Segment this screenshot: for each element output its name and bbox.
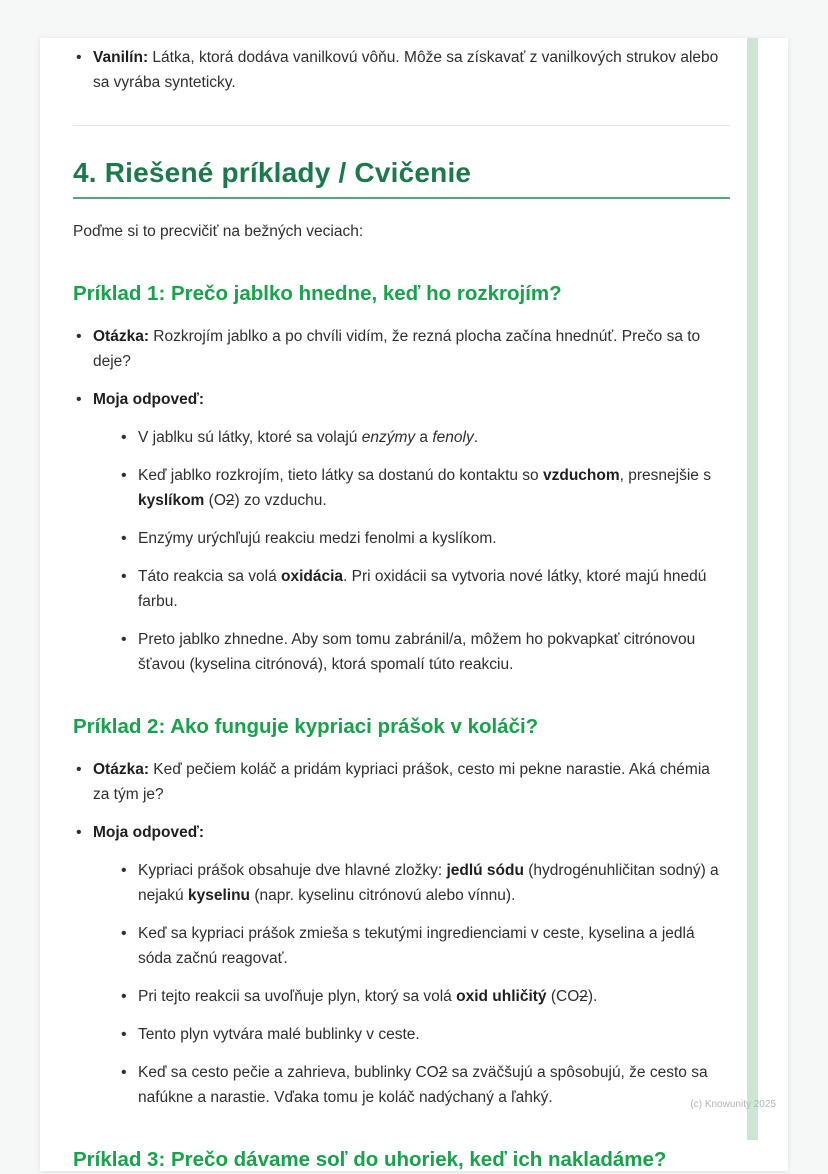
text-segment: Otázka: bbox=[93, 761, 149, 778]
text-segment: Tento plyn vytvára malé bublinky v ceste. bbox=[138, 1026, 420, 1043]
list-item bbox=[73, 387, 730, 677]
example-heading: Príklad 1: Prečo jablko hnedne, keď ho rozkrojím? bbox=[73, 282, 562, 305]
text-segment: Vanilín: bbox=[93, 49, 149, 66]
examples-container bbox=[73, 280, 730, 1174]
bullet-list bbox=[73, 324, 730, 677]
text-segment: kyslíkom bbox=[138, 492, 205, 509]
text-segment: 2 bbox=[438, 1064, 448, 1081]
text-segment: vzduchom bbox=[542, 467, 620, 484]
footer-credit: (c) Knowunity 2025 bbox=[690, 1099, 776, 1110]
list-item-text bbox=[138, 925, 695, 967]
text-segment: enzýmy bbox=[361, 429, 416, 446]
list-item bbox=[118, 984, 730, 1009]
list-item bbox=[118, 921, 730, 971]
list-item-text bbox=[138, 1064, 708, 1106]
text-segment: V jablku sú látky, ktoré sa volajú bbox=[138, 429, 362, 446]
text-segment: . Pri oxidácii sa vytvoria nové látky, ktoré majú hnedú farbu. bbox=[138, 568, 707, 610]
list-item bbox=[118, 627, 730, 677]
text-segment: jedlú sódu bbox=[446, 862, 524, 879]
list-item-text bbox=[138, 631, 695, 673]
text-segment: ) zo vzduchu. bbox=[234, 492, 327, 509]
text-segment: ). bbox=[587, 988, 598, 1005]
page-content bbox=[40, 38, 788, 1174]
list-item bbox=[118, 526, 730, 551]
text-segment: Látka, ktorá dodáva vanilkovú vôňu. Môže sa získavať z vanilkových strukov alebo sa vyrába synteticky. bbox=[93, 49, 719, 91]
list-item bbox=[118, 1022, 730, 1047]
text-segment: Enzýmy urýchľujú reakciu medzi fenolmi a kyslíkom. bbox=[138, 530, 497, 547]
list-item bbox=[118, 858, 730, 908]
list-item-text bbox=[93, 391, 204, 408]
list-item-text bbox=[93, 328, 700, 370]
list-item-text bbox=[93, 761, 710, 803]
list-item bbox=[118, 463, 730, 513]
text-segment: Moja odpoveď: bbox=[93, 391, 205, 408]
top-bullet-list bbox=[73, 45, 730, 95]
list-item bbox=[118, 1060, 730, 1110]
text-segment: 2 bbox=[579, 988, 588, 1005]
text-segment: (napr. kyselinu citrónovú alebo vínnu). bbox=[250, 887, 516, 904]
bullet-list bbox=[73, 757, 730, 1110]
list-item bbox=[73, 45, 730, 95]
text-segment: Keď pečiem koláč a pridám kypriaci prášok, cesto mi pekne narastie. Aká chémia za tým je? bbox=[93, 761, 710, 803]
text-segment: Keď jablko rozkrojím, tieto látky sa dostanú do kontaktu so bbox=[138, 467, 543, 484]
list-item-text bbox=[138, 988, 597, 1005]
list-item bbox=[73, 820, 730, 1110]
text-segment: oxidácia bbox=[281, 568, 344, 585]
example-heading: Príklad 2: Ako funguje kypriaci prášok v koláči? bbox=[73, 715, 539, 738]
text-segment: Otázka: bbox=[93, 328, 149, 345]
text-segment: kyselinu bbox=[187, 887, 251, 904]
list-item-text bbox=[93, 49, 718, 91]
text-segment: fenoly bbox=[432, 429, 474, 446]
text-segment: Keď sa cesto pečie a zahrieva, bublinky CO bbox=[138, 1064, 439, 1081]
section-title: 4. Riešené príklady / Cvičenie bbox=[73, 160, 730, 199]
text-segment: oxid uhličitý bbox=[456, 988, 547, 1005]
text-segment: , presnejšie s bbox=[619, 467, 711, 484]
text-segment: (hydrogénuhličitan sodný) a nejakú bbox=[138, 862, 719, 904]
example-heading: Príklad 3: Prečo dávame soľ do uhoriek, keď ich nakladáme? bbox=[73, 1148, 667, 1171]
nested-bullet-list bbox=[118, 858, 730, 1110]
text-segment: a bbox=[415, 429, 433, 446]
text-segment: Keď sa kypriaci prášok zmieša s tekutými ingredienciami v ceste, kyselina a jedlá sóda začnú reagovať. bbox=[138, 925, 695, 967]
text-segment: sa zväčšujú a spôsobujú, že cesto sa nafúkne a narastie. Vďaka tomu je koláč nadýchaný a ľahký. bbox=[138, 1064, 708, 1106]
text-segment: Preto jablko zhnedne. Aby som tomu zabránil/a, môžem ho pokvapkať citrónovou šťavou (kyselina citrónová), ktorá spomalí túto reakciu. bbox=[138, 631, 696, 673]
text-segment: (CO bbox=[546, 988, 580, 1005]
list-item-text bbox=[138, 530, 497, 547]
list-item bbox=[73, 324, 730, 374]
text-segment: 2 bbox=[225, 492, 235, 509]
list-item-text bbox=[138, 862, 719, 904]
text-segment: (O bbox=[204, 492, 226, 509]
list-item bbox=[118, 425, 730, 450]
list-item bbox=[118, 564, 730, 614]
section-divider bbox=[73, 125, 730, 126]
nested-bullet-list bbox=[118, 425, 730, 677]
text-segment: . bbox=[473, 429, 479, 446]
list-item-text bbox=[138, 467, 711, 509]
list-item-text bbox=[138, 429, 478, 446]
lead-paragraph: Poďme si to precvičiť na bežných veciach: bbox=[73, 223, 364, 240]
list-item bbox=[73, 757, 730, 807]
text-segment: Kypriaci prášok obsahuje dve hlavné zložky: bbox=[138, 862, 447, 879]
text-segment: Rozkrojím jablko a po chvíli vidím, že rezná plocha začína hnednúť. Prečo sa to deje? bbox=[93, 328, 701, 370]
text-segment: Táto reakcia sa volá bbox=[138, 568, 282, 585]
text-segment: Moja odpoveď: bbox=[93, 824, 205, 841]
list-item-text bbox=[138, 568, 706, 610]
list-item-text bbox=[93, 824, 204, 841]
list-item-text bbox=[138, 1026, 420, 1043]
text-segment: Pri tejto reakcii sa uvoľňuje plyn, ktorý sa volá bbox=[138, 988, 457, 1005]
document-page bbox=[40, 38, 788, 1171]
